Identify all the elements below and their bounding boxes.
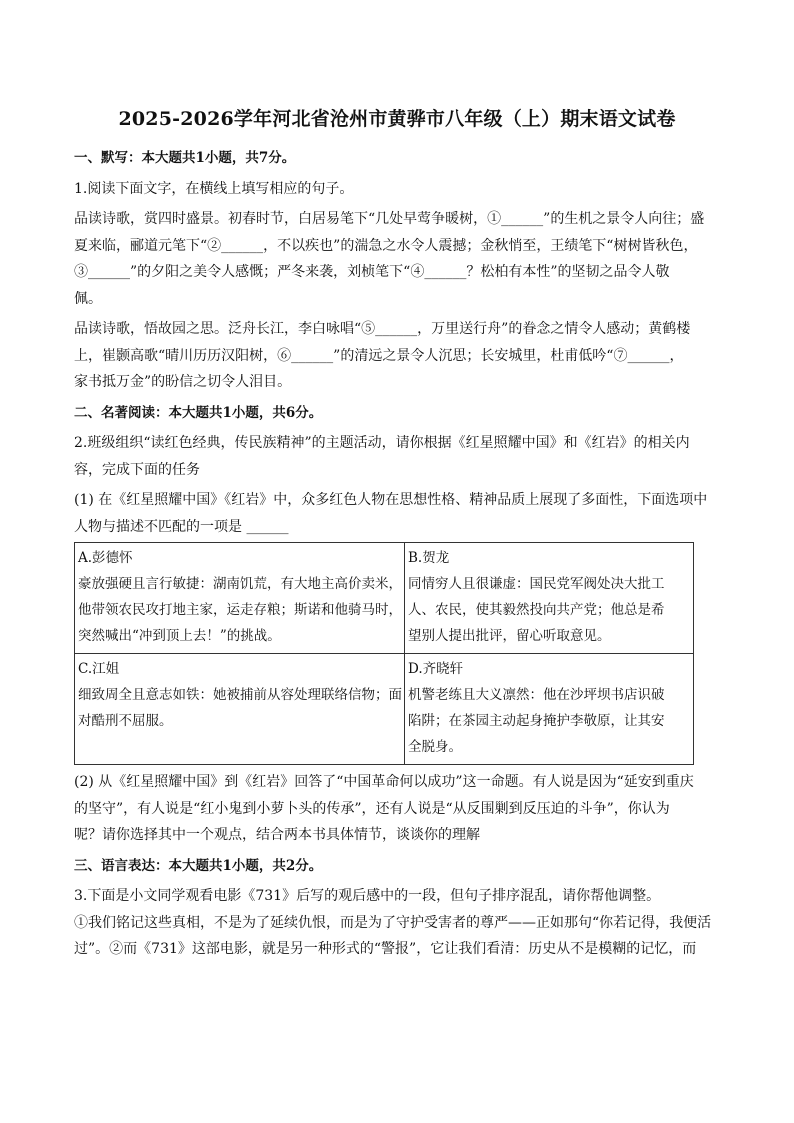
option-a-text: 突然喊出“冲到顶上去！”的挑战。 <box>78 628 281 644</box>
option-b-cell <box>405 543 694 654</box>
section-1-heading: 一、默写：本大题共1小题，共7分。 <box>74 150 296 166</box>
option-d-text: 陷阱；在茶园主动起身掩护李敬原，让其安 <box>408 713 665 729</box>
option-d-cell <box>405 654 694 765</box>
q3-line: 过”。②而《731》这部电影，就是另一种形式的“警报”，它让我们看清：历史从不是模糊的记忆，而 <box>74 941 697 957</box>
option-a-text: 豪放强硬且言行敏捷：湖南饥荒，有大地主高价卖米， <box>78 576 402 592</box>
option-d-label: D.齐晓轩 <box>408 661 464 677</box>
q1-paragraph-2 <box>74 316 720 396</box>
q1-p2-line: 上，崔颢高歌“晴川历历汉阳树，⑥______”的清远之景令人沉思；长安城里，杜甫低吟“⑦______， <box>74 347 684 364</box>
option-a-cell <box>75 543 405 654</box>
q2-intro-line: 容，完成下面的任务 <box>74 461 200 478</box>
exam-content <box>74 145 720 963</box>
options-table <box>74 542 694 765</box>
option-c-text: 细致周全且意志如铁：她被捕前从容处理联络信物；面 <box>78 687 402 703</box>
q1-p1-line: 佩。 <box>74 290 102 307</box>
option-b-label: B.贺龙 <box>408 550 450 566</box>
q1-p1-line: ③______”的夕阳之美令人感慨；严冬来袭，刘桢笔下“④______？松柏有本性”的坚韧之品令人敬 <box>74 264 670 280</box>
q1-paragraph-1 <box>74 206 720 312</box>
q3-line: 3.下面是小文同学观看电影《731》后写的观后感中的一段，但句子排序混乱，请你帮他调整。 <box>74 888 661 904</box>
exam-title: 2025-2026学年河北省沧州市黄骅市八年级（上）期末语文试卷 <box>118 108 676 130</box>
q2-sub2-line: 呢？请你选择其中一个观点，结合两本书具体情节，谈谈你的理解 <box>74 827 480 843</box>
section-3-heading: 三、语言表达：本大题共1小题，共2分。 <box>74 857 323 874</box>
option-b-text: 望别人提出批评，留心听取意见。 <box>408 628 611 644</box>
option-c-label: C.江姐 <box>78 661 120 677</box>
q1-p1-line: 品读诗歌，赏四时盛景。初春时节，白居易笔下“几处早莺争暖树，①______”的生机之景令人向往；盛 <box>74 211 705 227</box>
option-c-cell <box>75 654 405 765</box>
q2-sub1-line: (1) 在《红星照耀中国》《红岩》中，众多红色人物在思想性格、精神品质上展现了多面性，下面选项中 <box>74 492 708 508</box>
option-d-text: 全脱身。 <box>408 739 462 755</box>
option-c-text: 对酷刑不屈服。 <box>78 713 173 729</box>
q3-line: ①我们铭记这些真相，不是为了延续仇恨，而是为了守护受害者的尊严——正如那句“你若记得，我便活 <box>74 914 712 931</box>
option-b-text: 人、农民，使其毅然投向共产党；他总是希 <box>408 602 665 618</box>
q2-sub2-line: (2) 从《红星照耀中国》到《红岩》回答了“中国革命何以成功”这一命题。有人说是因为“延安到重庆 <box>74 774 694 790</box>
option-d-text: 机警老练且大义凛然：他在沙坪坝书店识破 <box>408 687 665 703</box>
q2-sub2-line: 的坚守”，有人说是“红小鬼到小萝卜头的传承”，还有人说是“从反围剿到反压迫的斗争”，你认为 <box>74 800 670 817</box>
q1-p2-line: 品读诗歌，悟故园之思。泛舟长江，李白咏唱“⑤______，万里送行舟”的眷念之情令人感动；黄鹤楼 <box>74 321 691 337</box>
q2-intro-line: 2.班级组织“读红色经典，传民族精神”的主题活动，请你根据《红星照耀中国》和《红岩》的相关内 <box>74 435 690 451</box>
q2-sub1-line: 人物与描述不匹配的一项是 ______ <box>74 518 289 535</box>
option-a-text: 他带领农民攻打地主家，运走存粮；斯诺和他骑马时， <box>78 602 402 618</box>
q1-p1-line: 夏来临，郦道元笔下“②______，不以疾也”的湍急之水令人震撼；金秋悄至，王绩笔下“树树皆秋色， <box>74 237 698 254</box>
option-b-text: 同情穷人且很谦虚：国民党军阀处决大批工 <box>408 576 665 592</box>
section-2-heading: 二、名著阅读：本大题共1小题，共6分。 <box>74 404 323 421</box>
option-a-label: A.彭德怀 <box>78 550 133 566</box>
q1-p2-line: 家书抵万金”的盼信之切令人泪目。 <box>74 374 292 390</box>
q1-prompt: 1.阅读下面文字，在横线上填写相应的句子。 <box>74 180 354 197</box>
